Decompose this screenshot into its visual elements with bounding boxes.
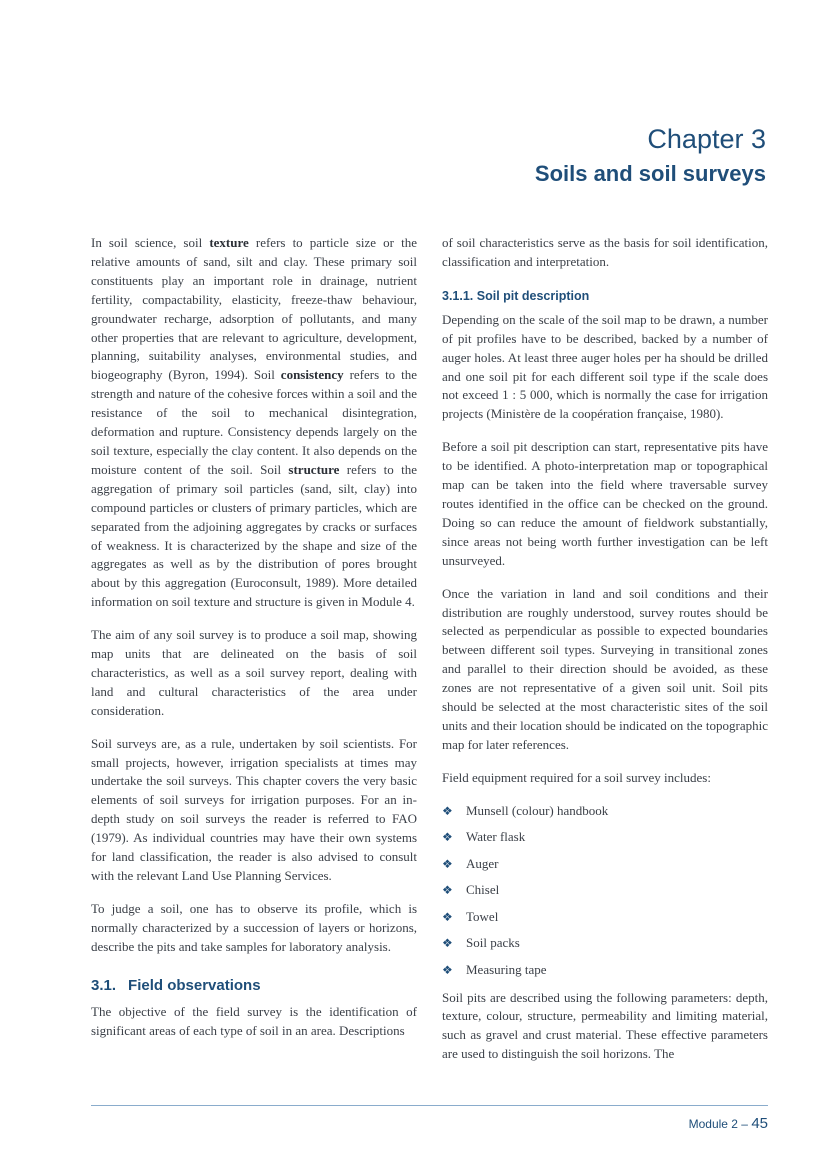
- list-item: [442, 908, 768, 927]
- paragraph-pit-parameters: Soil pits are described using the following parameters: depth, texture, colour, structure, permeability and limiting material, such as gravel and crust material. These effective parameters are used to distinguish the soil horizons. The: [442, 989, 768, 1062]
- term-structure: structure: [288, 461, 340, 477]
- paragraph-judge-soil: To judge a soil, one has to observe its profile, which is normally characterized by a succession of layers or horizons, describe the pits and take samples for laboratory analysis.: [91, 900, 417, 954]
- diamond-bullet-icon: ❖: [442, 803, 453, 818]
- chapter-number: Chapter 3: [647, 124, 766, 154]
- section-title: Field observations: [128, 976, 261, 994]
- list-item-label: Munsell (colour) handbook: [466, 802, 609, 818]
- diamond-bullet-icon: ❖: [442, 909, 453, 924]
- text-run: refers to the strength and nature of the cohesive forces within a soil and the resistance of the soil to mechanical disintegration, deformation and rupture. Consistency depends largely on the soil texture, especially the clay content. It also depends on the moisture content of the soil. Soil: [91, 367, 417, 477]
- paragraph-survey-objective: The objective of the field survey is the identification of significant areas of each type of soil in an area. Descriptions: [91, 1003, 417, 1038]
- term-consistency: consistency: [280, 367, 344, 383]
- footer-divider: [91, 1105, 768, 1106]
- page-number: 45: [751, 1115, 768, 1132]
- list-item-label: Measuring tape: [466, 961, 547, 977]
- paragraph-survey-aim: The aim of any soil survey is to produce a soil map, showing map units that are delineated on the basis of soil characteristics, as well as a soil survey report, dealing with land and cultural characteristics of the area under consideration.: [91, 627, 417, 718]
- left-column: [91, 234, 417, 1054]
- list-item-label: Towel: [466, 908, 499, 924]
- paragraph-map-scale: Depending on the scale of the soil map to be drawn, a number of pit profiles have to be described, backed by a number of auger holes. At least three auger holes per ha should be drilled and one soil pit for each different soil type if the scale does not exceed 1 : 5 000, which is normally the case for irrigation projects (Ministère de la coopération française, 1980).: [442, 311, 768, 422]
- diamond-bullet-icon: ❖: [442, 856, 453, 871]
- diamond-bullet-icon: ❖: [442, 883, 453, 898]
- footer-module-label: Module 2 –: [688, 1117, 752, 1131]
- chapter-heading: [535, 122, 766, 189]
- paragraph-soil-properties: [91, 234, 417, 612]
- diamond-bullet-icon: ❖: [442, 962, 453, 977]
- paragraph-survey-scientists: Soil surveys are, as a rule, undertaken by soil scientists. For small projects, however, irrigation specialists at times may undertake the soil surveys. This chapter covers the very basic elements of soil surveys for irrigation purposes. For an in-depth study on soil surveys the reader is referred to FAO (1979). As individual countries may have their own systems for land classification, the reader is also advised to consult with the relevant Land Use Planning Services.: [91, 735, 417, 883]
- diamond-bullet-icon: ❖: [442, 830, 453, 845]
- list-item: [442, 934, 768, 953]
- list-item: [442, 828, 768, 847]
- list-item-label: Chisel: [466, 882, 500, 898]
- list-item: [442, 961, 768, 980]
- chapter-title: Soils and soil surveys: [534, 161, 766, 186]
- diamond-bullet-icon: ❖: [442, 936, 453, 951]
- term-texture: texture: [209, 235, 249, 250]
- equipment-list: [442, 802, 768, 980]
- right-column: [442, 234, 768, 1078]
- list-item-label: Auger: [466, 855, 499, 871]
- section-heading: [91, 977, 417, 994]
- section-number: 3.1.: [91, 976, 117, 994]
- paragraph-equipment-intro: Field equipment required for a soil survey includes:: [442, 769, 711, 785]
- text-run: refers to the aggregation of primary soil particles (sand, silt, clay) into compound particles or clusters of primary particles, which are separated from the adjoining aggregates by cracks or surfaces of weakness. It is characterized by the shape and size of the aggregates as well as by the distribution of pores brought about by this aggregation (Euroconsult, 1989). More detailed information on soil texture and structure is given in Module 4.: [91, 461, 417, 610]
- list-item: [442, 881, 768, 900]
- text-run: refers to particle size or the relative amounts of sand, silt and clay. These primary soil constituents play an important role in drainage, nutrient fertility, compactability, elasticity, freeze-thaw behaviour, groundwater recharge, adsorption of pollutants, and many other properties that are relevant to agriculture, development, planning, suitability analyses, environmental studies, and biogeography (Byron, 1994). Soil: [91, 235, 417, 383]
- text-run: In soil science, soil: [91, 235, 210, 250]
- subsection-heading: 3.1.1. Soil pit description: [442, 288, 590, 303]
- list-item: [442, 802, 768, 821]
- page-footer: [689, 1115, 768, 1132]
- paragraph-pit-identification: Before a soil pit description can start, representative pits have to be identified. A photo-interpretation map or topographical map can be taken into the field where traversable survey routes identified in the office can be checked on the ground. Doing so can reduce the amount of fieldwork substantially, since areas not being worth further investigation can be left unsurveyed.: [442, 439, 768, 568]
- paragraph-continuation: of soil characteristics serve as the basis for soil identification, classification and interpretation.: [442, 235, 768, 269]
- list-item: [442, 855, 768, 874]
- list-item-label: Soil packs: [466, 935, 520, 951]
- paragraph-survey-routes: Once the variation in land and soil conditions and their distribution are roughly understood, survey routes should be selected as perpendicular as possible to expected boundaries between different soil types. Surveying in transitional zones and parallel to their direction should be avoided, as these zones are not representative of a given soil unit. Soil pits should be selected at the most characteristic sites of the soil units and their location should be indicated on the topographic map for later references.: [442, 585, 768, 752]
- list-item-label: Water flask: [466, 829, 526, 845]
